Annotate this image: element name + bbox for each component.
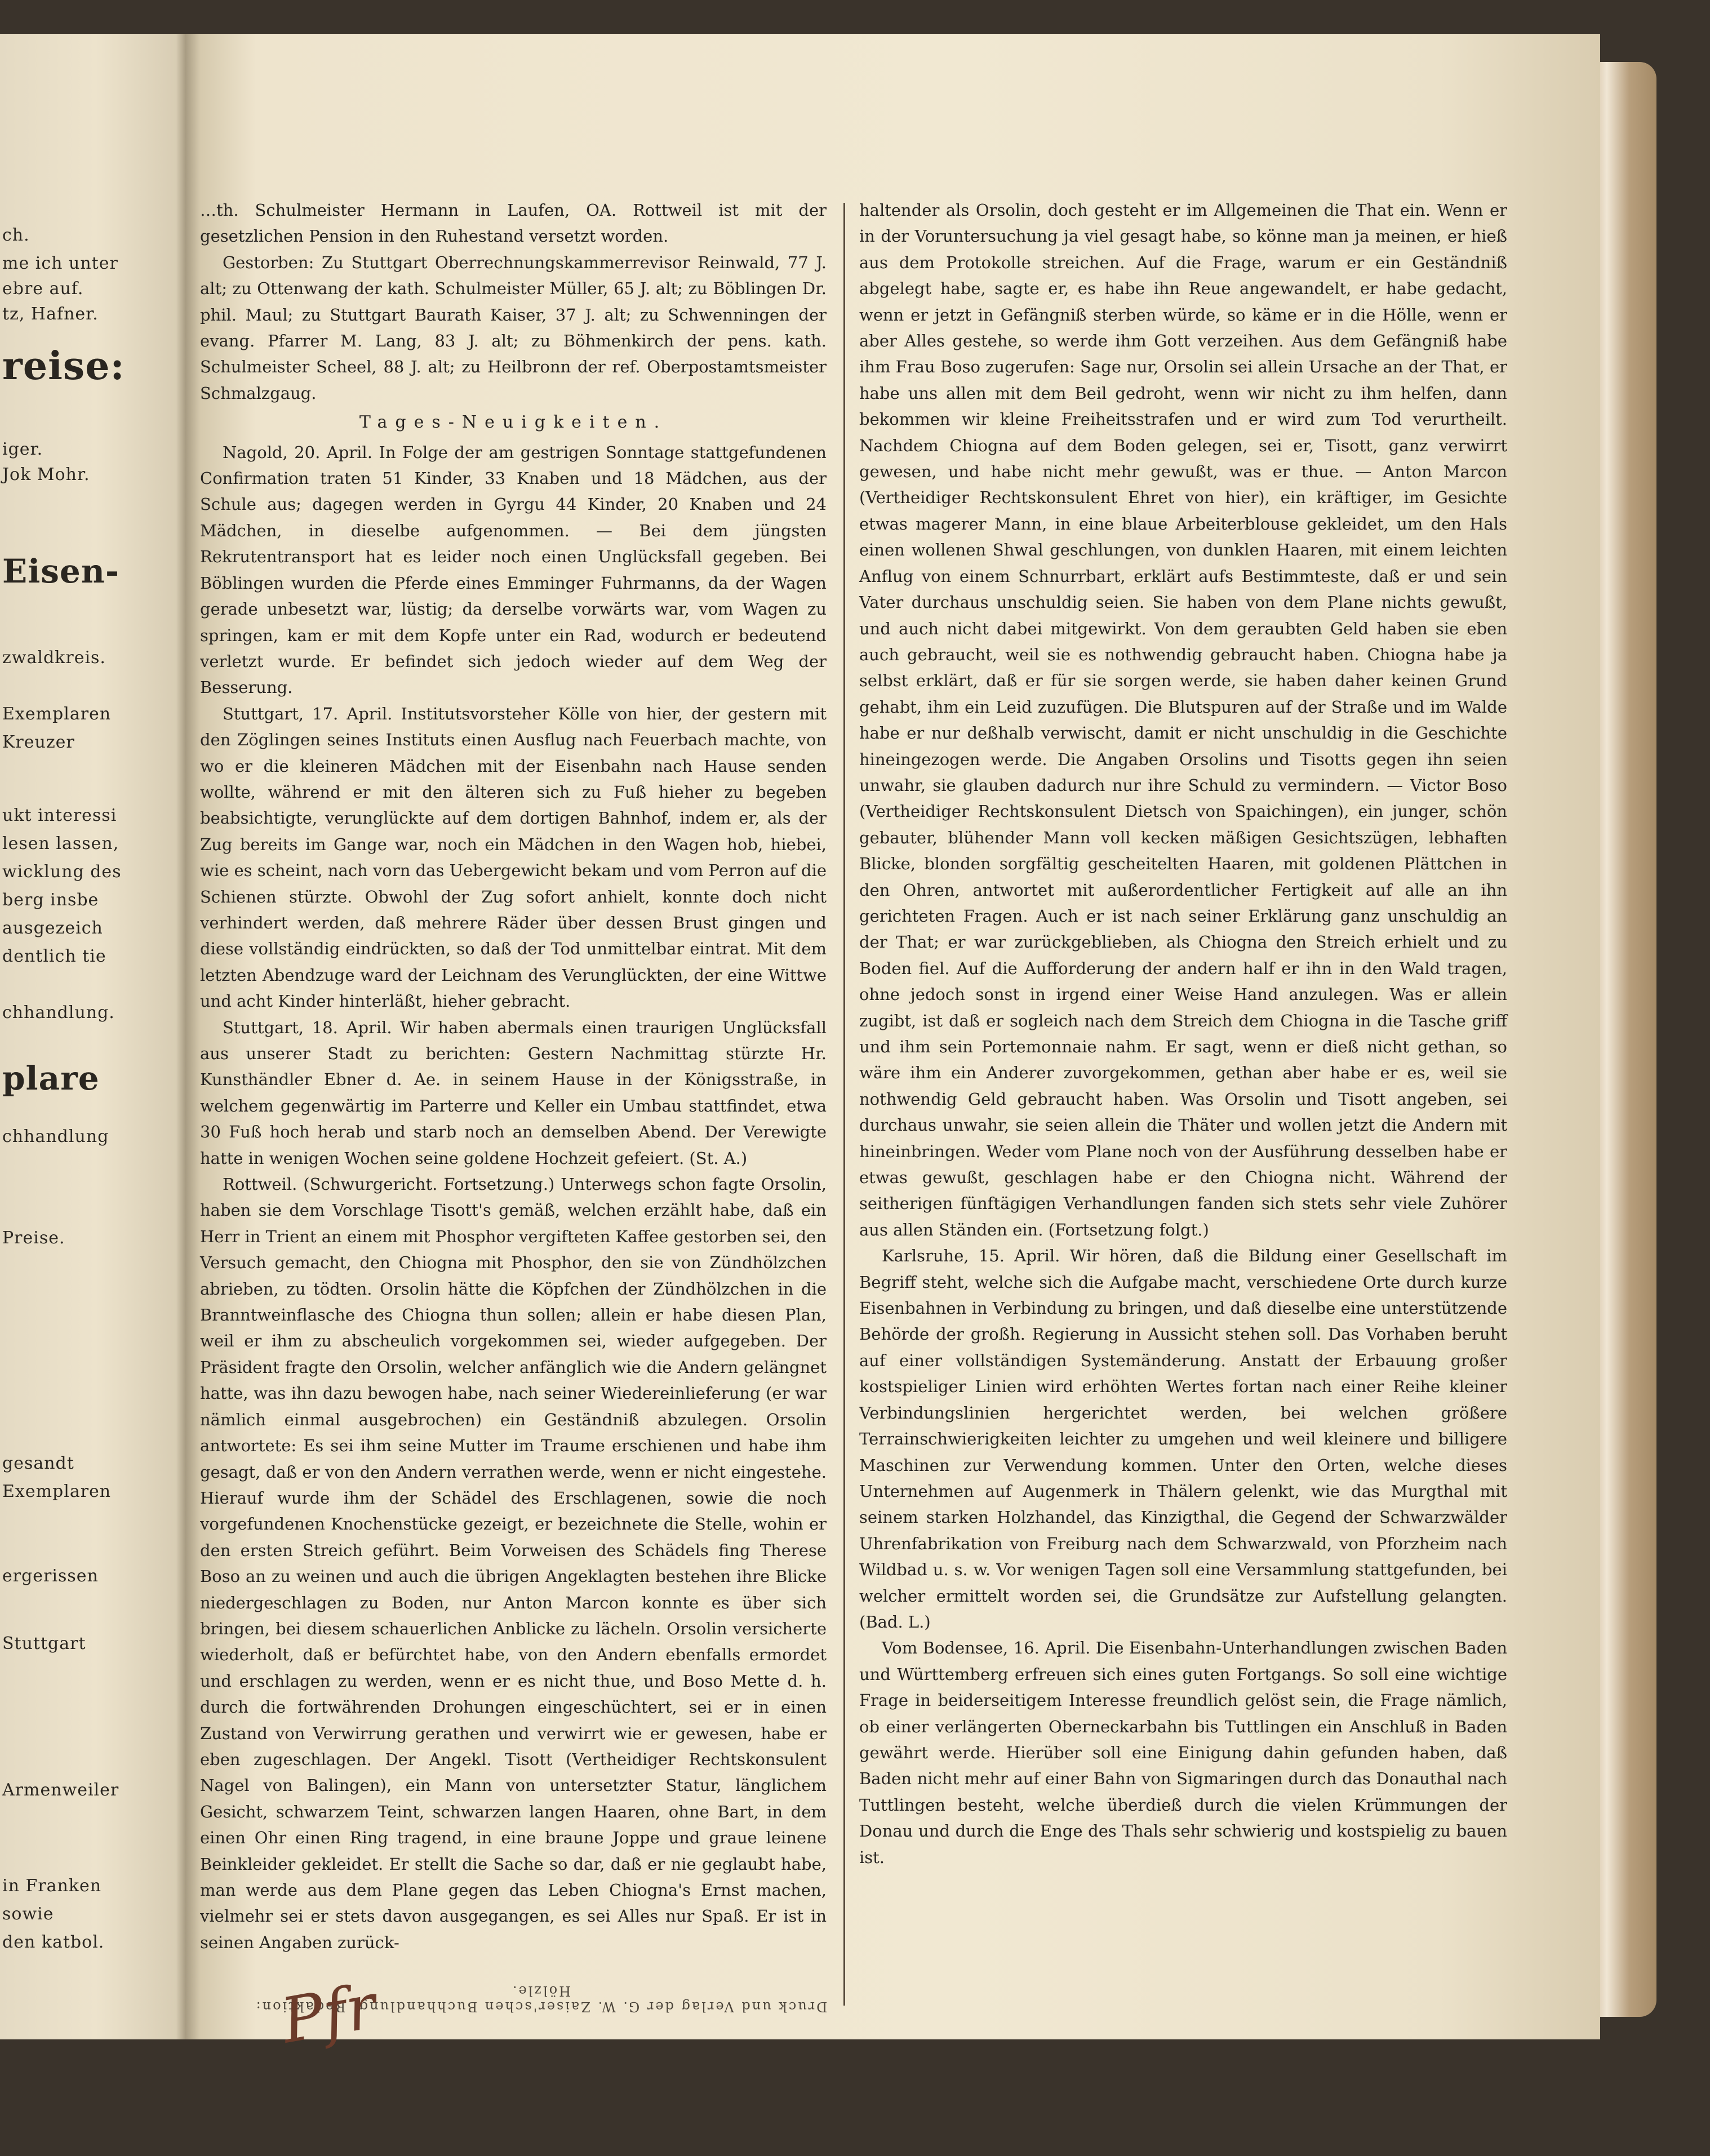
left-page-margin	[0, 158, 163, 2017]
left-fragment: ukt interessi	[2, 806, 117, 825]
left-fragment: Exemplaren	[2, 704, 112, 724]
left-fragment: Kreuzer	[2, 732, 75, 752]
article-paragraph: Rottweil. (Schwurgericht. Fortsetzung.) Unterwegs schon fagte Orsolin, haben sie dem Vorschlage Tisott's gemäß, welchen erzählt habe, daß ein Herr in Trient an einem mit Phosphor vergifteten Kaffee gestorben sei, den Versuch gemacht, den Chiogna mit Phosphor, den sie von Zündhölzchen abrieben, zu tödten. Orsolin hätte die Köpfchen der Zündhölzchen in die Branntweinflasche des Chiogna thun sollen; allein er habe diesen Plan, weil er ihm zu abscheulich vorgekommen sei, wieder aufgegeben. Der Präsident fragte den Orsolin, welcher anfänglich wie die Andern gelängnet hatte, was ihn dazu bewogen habe, nach seiner Wiedereinlieferung (er war nämlich einmal ausgebrochen) ein Geständniß abzulegen. Orsolin antwortete: Es sei ihm seine Mutter im Traume erschienen und habe ihm gesagt, daß er von den Andern verrathen werde, wenn er nicht eingestehe. Hierauf wurde ihm der Schädel des Erschlagenen, sowie die noch vorgefundenen Knochenstücke gezeigt, er bezeichnete die Stelle, wohin er den ersten Streich geführt. Beim Vorweisen des Schädels fing Therese Boso an zu weinen und auch die übrigen Angeklagten bestehen ihre Blicke niedergeschlagen zu Boden, nur Anton Marcon konnte es über sich bringen, bei diesem schauerlichen Anblicke zu lächeln. Orsolin versicherte wiederholt, daß er befürchtet habe, von den Andern ebenfalls ermordet und erschlagen zu werden, wenn er es nicht thue, und Boso Mette d. h. durch die fortwährenden Drohungen eingeschüchtert, sei er in einen Zustand von Verwirrung gerathen und verwirrt wie er gewesen, habe er eben zugeschlagen. Der Angekl. Tisott (Vertheidiger Rechtskonsulent Nagel von Balingen), ein Mann von untersetzter Statur, länglichem Gesicht, schwarzem Teint, schwarzen langen Haaren, ohne Bart, in dem einen Ohr einen Ring tragend, in eine braune Joppe und graue leinene Beinkleider gekleidet. Er stellt die Sache so dar, daß er nie geglaubt habe, man werde aus dem Plane gegen das Leben Chiogna's Ernst machen, vielmehr sei er stets davon ausgegangen, es sei Alles nur Spaß. Er ist in seinen Angaben zurück-	[200, 1175, 827, 1952]
article-paragraph: Karlsruhe, 15. April. Wir hören, daß die Bildung einer Gesellschaft im Begriff steht, welche sich die Aufgabe macht, verschiedene Orte durch kurze Eisenbahnen in Verbindung zu bringen, und daß dieselbe eine unterstützende Behörde der großh. Regierung in Aussicht stehen soll. Das Vorhaben beruht auf einer vollständigen Systemänderung. Anstatt der Erbauung großer kostspieliger Linien wird erhöhten Wertes fortan nach einer Reihe kleiner Verbindungslinien hergerichtet werden, bei welchen größere Terrainschwierigkeiten leichter zu umgehen und weil kleinere und billigere Maschinen zur Verwendung kommen. Unter den Orten, welche dieses Unternehmen auf Augenmerk in Thälern gelenkt, wie das Murgthal mit seinem starken Holzhandel, das Kinzigthal, die Gegend der Schwarzwälder Uhrenfabrikation von Freiburg nach dem Schwarzwald, von Pforzheim nach Wildbad u. s. w. Vor wenigen Tagen soll eine Versammlung stattgefunden, bei welcher ermittelt worden sei, die Grundsätze zur Aufstellung gelangten. (Bad. L.)	[859, 1246, 1507, 1632]
article-paragraph: Vom Bodensee, 16. April. Die Eisenbahn-Unterhandlungen zwischen Baden und Württemberg erfreuen sich eines guten Fortgangs. So soll eine wichtige Frage in beiderseitigem Interesse freundlich gelöst sein, die Frage nämlich, ob einer verlängerten Oberneckarbahn bis Tuttlingen ein Anschluß in Baden gewährt werde. Hierüber soll eine Einigung dahin gefunden haben, daß Baden nicht mehr auf einer Bahn von Sigmaringen durch das Donauthal nach Tuttlingen besteht, welche überdieß durch die vielen Krümmungen der Donau und durch die Enge des Thals sehr schwierig und kostspielig zu bauen ist.	[859, 1638, 1507, 1867]
column-divider	[843, 203, 845, 2006]
left-fragment: lesen lassen,	[2, 834, 119, 853]
obituary-paragraph: Gestorben: Zu Stuttgart Oberrechnungskammerrevisor Reinwald, 77 J. alt; zu Ottenwang der kath. Schulmeister Müller, 65 J. alt; zu Böblingen Dr. phil. Maul; zu Stuttgart Baurath Kaiser, 37 J. alt; zu Schwenningen der evang. Pfarrer M. Lang, 83 J. alt; zu Böhmenkirch der pens. kath. Schulmeister Scheel, 88 J. alt; zu Heilbronn der ref. Oberpostamtsmeister Schmalzgaug.	[200, 252, 827, 403]
left-fragment: ebre auf.	[2, 279, 84, 299]
left-fragment: zwaldkreis.	[2, 648, 106, 668]
newspaper-column-right	[859, 197, 1507, 1870]
article-paragraph: haltender als Orsolin, doch gesteht er im Allgemeinen die That ein. Wenn er in der Voruntersuchung ja viel gesagt habe, so könne man ja meinen, er hieß aus dem Protokolle streichen. Auf die Frage, warum er ein Geständniß abgelegt habe, sagte er, es habe ihn Reue angewandelt, er habe gedacht, wenn er jetzt in Gefängniß sterben würde, so käme er in die Hölle, wenn er aber Alles gestehe, so werde ihm Gott verzeihen. Aus dem Gefängniß habe ihm Frau Boso zugerufen: Sage nur, Orsolin sei allein Ursache an der That, er habe uns allen mit dem Beil gedroht, wenn wir nicht zu ihm helfen, dann bekommen wir kleine Freiheitsstrafen und er wird zum Tod verurtheilt. Nachdem Chiogna auf dem Boden gelegen, sei er, Tisott, ganz verwirrt gewesen, und habe nicht mehr gewußt, was er thue. — Anton Marcon (Vertheidiger Rechtskonsulent Ehret von hier), ein kräftiger, im Gesichte etwas magerer Mann, in eine blaue Arbeiterblouse gekleidet, um den Hals einen wollenen Shwal geschlungen, von dunklen Haaren, mit einem leichten Anflug von einem Schnurrbart, erklärt aufs Bestimmteste, daß er und sein Vater durchaus unschuldig seien. Sie haben von dem Plane nichts gewußt, und auch nicht dabei mitgewirkt. Von dem geraubten Geld haben sie eben auch gebraucht, weil sie es nothwendig gebraucht haben. Chiogna habe ja selbst erklärt, daß er für sie sorgen werde, sie haben daher keinen Grund gehabt, ihm ein Leid zuzufügen. Die Blutspuren auf der Straße und im Walde habe er nur deßhalb verwischt, damit er nicht unschuldig in die Geschichte hineingezogen werde. Die Angaben Orsolins und Tisotts gegen ihn seien unwahr, sie glauben dadurch nur ihre Schuld zu vermindern. — Victor Boso (Vertheidiger Rechtskonsulent Dietsch von Spaichingen), ein junger, schön gebauter, blühender Mann voll kecken mäßigen Gesichtszügen, lebhaften Blicke, blonden sorgfältig gescheitelten Haaren, mit goldenen Plättchen in den Ohren, antwortet mit außerordentlicher Fertigkeit auf alle an ihn gerichteten Fragen. Auch er ist nach seiner Erklärung ganz unschuldig an der That; er war zurückgeblieben, als Chiogna den Streich erhielt und zu Boden fiel. Auf die Aufforderung der andern half er ihn in den Wald tragen, ohne jedoch sonst in irgend einer Weise Hand anzulegen. Was er allein zugibt, ist daß er sogleich nach dem Streich dem Chiogna in die Tasche griff und ihm sein Portemonnaie nahm. Er sagt, wenn er dieß nicht gethan, so wäre ihm ein Anderer zuvorgekommen, gethan aber habe er es, weil sie nothwendig Geld gebraucht haben. Was Orsolin und Tisott angeben, sei durchaus unwahr, sie seien allein die Thäter und wollen jetzt die Andern mit hineinbringen. Weder vom Plane noch von der Ausführung desselben habe er etwas gewußt, geschlagen habe er den Chiogna nicht. Während der seitherigen fünftägigen Verhandlungen fanden sich stets sehr viele Zuhörer aus allen Ständen ein. (Fortsetzung folgt.)	[859, 201, 1507, 1239]
left-heading-fragment: plare	[2, 1059, 100, 1097]
header-line: …th. Schulmeister Hermann in Laufen, OA. Rottweil ist mit der gesetzlichen Pension in den Ruhestand versetzt worden.	[200, 201, 827, 246]
left-fragment: ch.	[2, 225, 30, 245]
left-fragment: sowie	[2, 1904, 54, 1924]
left-heading-fragment: reise:	[2, 344, 125, 389]
left-fragment: Jok Mohr.	[2, 465, 90, 484]
left-fragment: tz, Hafner.	[2, 304, 99, 324]
left-fragment: gesandt	[2, 1453, 74, 1473]
left-heading-fragment: Eisen-	[2, 552, 120, 590]
left-fragment: Exemplaren	[2, 1482, 112, 1501]
left-fragment: wicklung des	[2, 862, 122, 882]
left-fragment: Preise.	[2, 1228, 65, 1248]
handwritten-signature: Pfr	[276, 1970, 382, 2057]
open-book-spread	[0, 34, 1600, 2057]
left-fragment: berg insbe	[2, 890, 99, 910]
article-paragraph: Nagold, 20. April. In Folge der am gestrigen Sonntage stattgefundenen Confirmation traten 51 Kinder, 33 Knaben und 18 Mädchen, aus der Schule aus; dagegen werden in Gyrgu 44 Kinder, 20 Knaben und 24 Mädchen, in dieselbe aufgenommen. — Bei dem jüngsten Rekrutentransport hat es leider noch einen Unglücksfall gegeben. Bei Böblingen wurden die Pferde eines Emminger Fuhrmanns, da der Wagen gerade unbesetzt war, lüstig; da derselbe vorwärts war, vom Wagen zu springen, kam er mit dem Kopfe unter ein Rad, wodurch er bedeutend verletzt wurde. Er befindet sich jedoch wieder auf dem Weg der Besserung.	[200, 442, 827, 697]
article-paragraph: Stuttgart, 17. April. Institutsvorsteher Kölle von hier, der gestern mit den Zöglingen seines Instituts einen Ausflug nach Feuerbach machte, von wo er die kleineren Mädchen mit der Eisenbahn nach Hause senden wollte, während er mit den älteren sich zu Fuß hieher zu begeben beabsichtigte, verunglückte auf dem dortigen Bahnhof, indem er, als der Zug bereits im Gange war, noch ein Mädchen in den Wagen hob, hiebei, wie es scheint, nach vorn das Uebergewicht bekam und vom Perron auf die Schienen stürzte. Obwohl der Zug sofort anhielt, konnte doch nicht verhindert werden, daß mehrere Räder über dessen Brust gingen und diese vollständig eindrückten, so daß der Tod unmittelbar eintrat. Mit dem letzten Abendzuge ward der Leichnam des Verunglückten, der eine Wittwe und acht Kinder hinterläßt, hieher gebracht.	[200, 704, 827, 1011]
left-fragment: dentlich tie	[2, 946, 106, 966]
left-fragment: den katbol.	[2, 1932, 105, 1952]
left-fragment: ausgezeich	[2, 918, 103, 938]
left-fragment: chhandlung.	[2, 1003, 115, 1023]
newspaper-column-left	[200, 197, 827, 1955]
left-fragment: chhandlung	[2, 1127, 109, 1146]
left-fragment: in Franken	[2, 1876, 102, 1896]
left-fragment: Stuttgart	[2, 1634, 86, 1653]
left-fragment: iger.	[2, 439, 43, 459]
section-heading: Tages-Neuigkeiten.	[359, 412, 668, 433]
article-paragraph: Stuttgart, 18. April. Wir haben abermals einen traurigen Unglücksfall aus unserer Stadt zu berichten: Gestern Nachmittag stürzte Hr. Kunsthändler Ebner d. Ae. in seinem Hause in der Königsstraße, in welchem gegenwärtig im Parterre und Keller ein Umbau stattfindet, etwa 30 Fuß hoch herab und starb noch an demselben Abend. Der Verewigte hatte in wenigen Wochen seine goldene Hochzeit gefeiert. (St. A.)	[200, 1017, 827, 1168]
imprint-footer: Druck und Verlag der G. W. Zaiser'schen Buchhandlung. Redaktion: Hölzle.	[254, 1983, 828, 2015]
left-fragment: me ich unter	[2, 254, 118, 273]
left-fragment: Armenweiler	[2, 1780, 119, 1800]
left-fragment: ergerissen	[2, 1566, 99, 1586]
